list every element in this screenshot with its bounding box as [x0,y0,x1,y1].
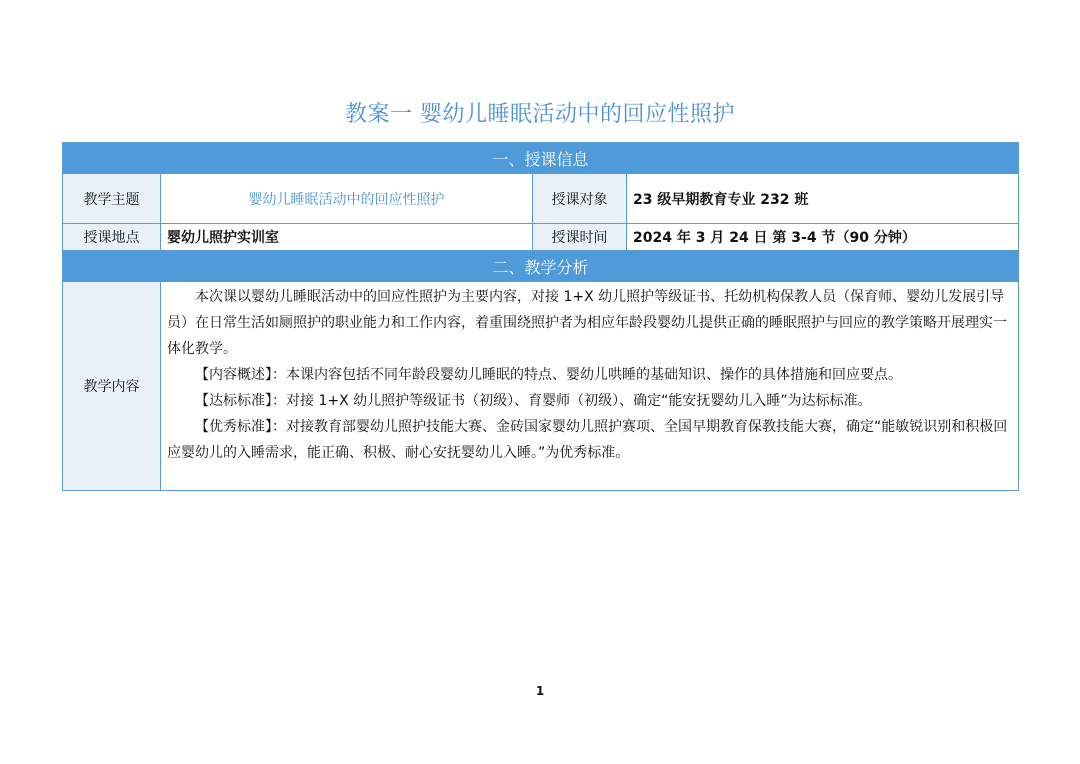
content-paragraph-overview: 【内容概述】：本课内容包括不同年龄段婴幼儿睡眠的特点、婴幼儿哄睡的基础知识、操作的具体措施和回应要点。 [195,367,902,383]
document-title: 教案一 婴幼儿睡眠活动中的回应性照护 [345,102,735,127]
location-value: 婴幼儿照护实训室 [161,224,533,251]
time-value: 2024 年 3 月 24 日 第 3-4 节（90 分钟） [627,224,1019,251]
content-body [161,282,1019,491]
topic-label: 教学主题 [63,174,161,224]
audience-value: 23 级早期教育专业 232 班 [627,174,1019,224]
lesson-plan-table [62,142,1019,491]
content-paragraph-intro: 本次课以婴幼儿睡眠活动中的回应性照护为主要内容，对接 1+X 幼儿照护等级证书、托幼机构保教人员（保育师、婴幼儿发展引导员）在日常生活如厕照护的职业能力和工作内容，着重围绕照护者为相应年龄段婴幼儿提供正确的睡眠照护与回应的教学策略开展理实一体化教学。 [167,289,1007,357]
section-title-teaching-analysis: 二、教学分析 [63,251,1019,282]
location-label: 授课地点 [63,224,161,251]
content-label: 教学内容 [63,282,161,491]
info-row-topic [63,174,1019,224]
section-header-teaching-info [63,143,1019,174]
section-title-teaching-info: 一、授课信息 [63,143,1019,174]
content-paragraph-excellent: 【优秀标准】：对接教育部婴幼儿照护技能大赛、金砖国家婴幼儿照护赛项、全国早期教育保教技能大赛，确定“能敏锐识别和积极回应婴幼儿的入睡需求，能正确、积极、耐心安抚婴幼儿入睡。”为优秀标准。 [167,419,1008,461]
audience-label: 授课对象 [533,174,627,224]
content-paragraph-standard: 【达标标准】：对接 1+X 幼儿照护等级证书（初级）、育婴师（初级）、确定“能安抚婴幼儿入睡”为达标标准。 [195,393,872,409]
page-number: 1 [535,684,545,698]
info-row-location [63,224,1019,251]
time-label: 授课时间 [533,224,627,251]
analysis-row-content [63,282,1019,491]
topic-value: 婴幼儿睡眠活动中的回应性照护 [161,174,533,224]
section-header-teaching-analysis [63,251,1019,282]
